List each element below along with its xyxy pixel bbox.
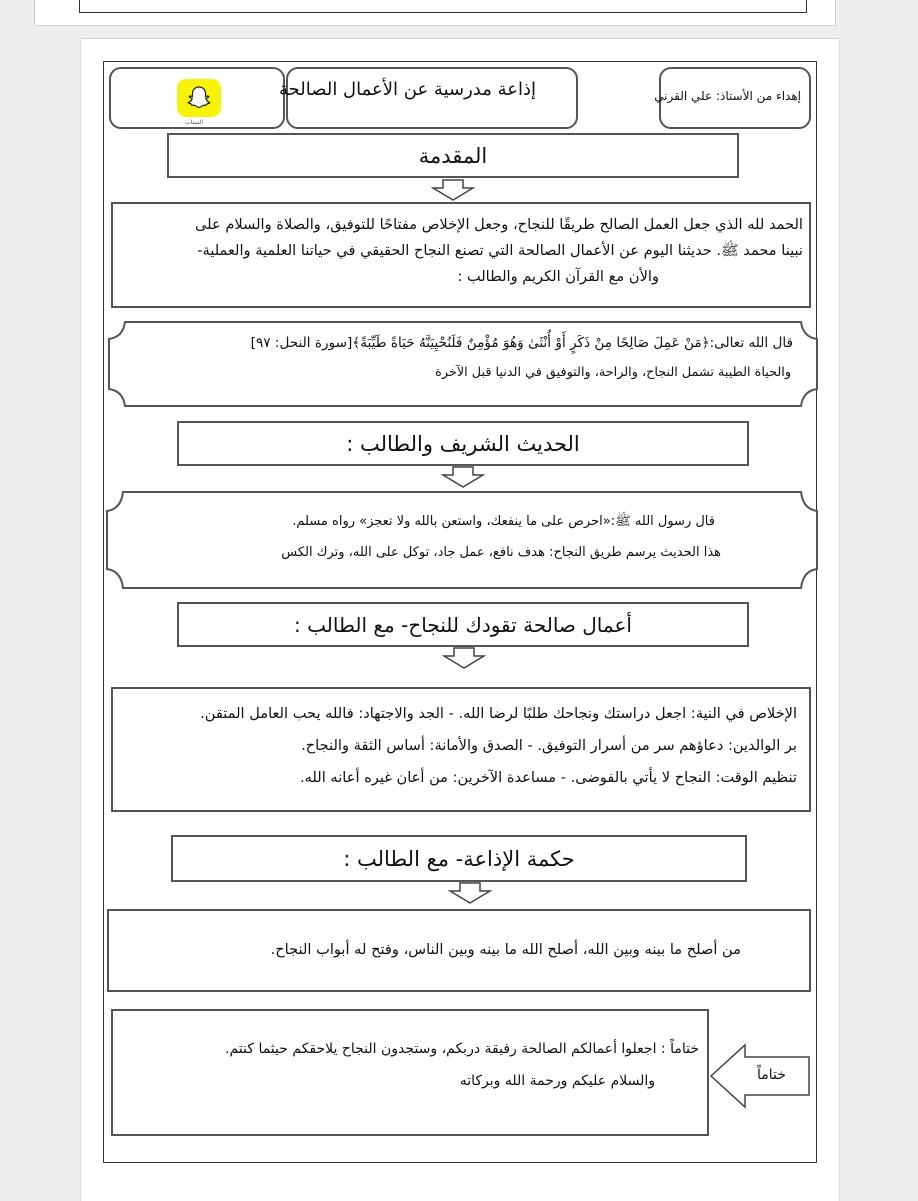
deeds-box	[111, 687, 811, 812]
title-box	[279, 67, 578, 129]
wisdom-heading: حكمة الإذاعة- مع الطالب :	[343, 846, 575, 871]
intro-heading-box	[167, 133, 739, 178]
prepared-by-text: إهداء من الأستاذ: علي القرني	[654, 89, 801, 103]
intro-box	[111, 202, 811, 308]
deeds-line-3: تنظيم الوقت: النجاح لا يأتي بالفوضى. - مساعدة الآخرين: من أعان غيره أعانه الله.	[299, 769, 797, 786]
hadith-box	[105, 491, 819, 589]
quran-box	[107, 321, 819, 407]
previous-page-edge	[34, 0, 836, 26]
down-arrow-icon	[441, 466, 485, 488]
plaque-frame	[107, 321, 819, 407]
snapchat-box	[109, 67, 285, 129]
deeds-heading-box	[177, 602, 749, 647]
snap-caption: السناب	[185, 119, 204, 126]
page-title: إذاعة مدرسية عن الأعمال الصالحة	[279, 79, 536, 100]
closing-line-1: ختاماً : اجعلوا أعمالكم الصالحة رفيقة دربكم، وستجدون النجاح يلاحقكم حيثما كنتم.	[225, 1041, 699, 1057]
hadith-line-2: هذا الحديث يرسم طريق النجاح: هدف نافع، عمل جاد، توكل على الله، وترك الكس	[281, 545, 721, 560]
intro-heading: المقدمة	[418, 143, 488, 168]
down-arrow-icon	[442, 647, 486, 669]
wisdom-text: من أصلح ما بينه وبين الله، أصلح الله ما بينه وبين الناس، وفتح له أبواب النجاح.	[270, 941, 741, 958]
quran-line-1: قال الله تعالى:﴿مَنْ عَمِلَ صَالِحًا مِنْ ذَكَرٍ أَوْ أُنْثَىٰ وَهُوَ مُؤْمِنٌ فَلَنُحْيِيَنَّهُ حَيَاةً طَيِّبَةً﴾[سورة النحل: ٩٧]	[250, 335, 793, 351]
down-arrow-icon	[431, 179, 475, 201]
wisdom-heading-box	[171, 835, 747, 882]
deeds-line-2: بر الوالدين: دعاؤهم سر من أسرار التوفيق. - الصدق والأمانة: أساس الثقة والنجاح.	[301, 737, 797, 754]
wisdom-box	[107, 909, 811, 992]
quran-line-2: والحياة الطيبة تشمل النجاح، والراحة، والتوفيق في الدنيا قبل الآخرة	[435, 365, 791, 380]
down-arrow-icon	[448, 882, 492, 904]
intro-line-2: نبينا محمد ﷺ. حديثنا اليوم عن الأعمال الصالحة التي تصنع النجاح الحقيقي في حياتنا العلمية والعملية-	[197, 242, 803, 259]
closing-label: ختاماً	[757, 1067, 786, 1083]
plaque-frame	[105, 491, 819, 589]
prepared-by-box	[654, 67, 811, 129]
closing-box	[111, 1009, 709, 1136]
deeds-heading: أعمال صالحة تقودك للنجاح- مع الطالب :	[294, 612, 632, 637]
hadith-heading-box	[177, 421, 749, 466]
intro-line-3: والأن مع القرآن الكريم والطالب :	[457, 268, 659, 285]
intro-line-1: الحمد لله الذي جعل العمل الصالح طريقًا للنجاح، وجعل الإخلاص مفتاحًا للتوفيق، والصلاة والسلام على	[195, 216, 803, 233]
closing-line-2: والسلام عليكم ورحمة الله وبركاته	[459, 1073, 655, 1089]
hadith-line-1: قال رسول الله ﷺ:«احرص على ما ينفعك، واستعن بالله ولا تعجز» رواه مسلم.	[292, 514, 715, 529]
deeds-line-1: الإخلاص في النية: اجعل دراستك ونجاحك طلبًا لرضا الله. - الجد والاجتهاد: فالله يحب العامل المتقن.	[200, 705, 797, 722]
hadith-heading: الحديث الشريف والطالب :	[346, 431, 580, 456]
snapchat-icon	[177, 79, 221, 117]
previous-page-frame	[79, 0, 807, 13]
document-page	[80, 38, 840, 1201]
